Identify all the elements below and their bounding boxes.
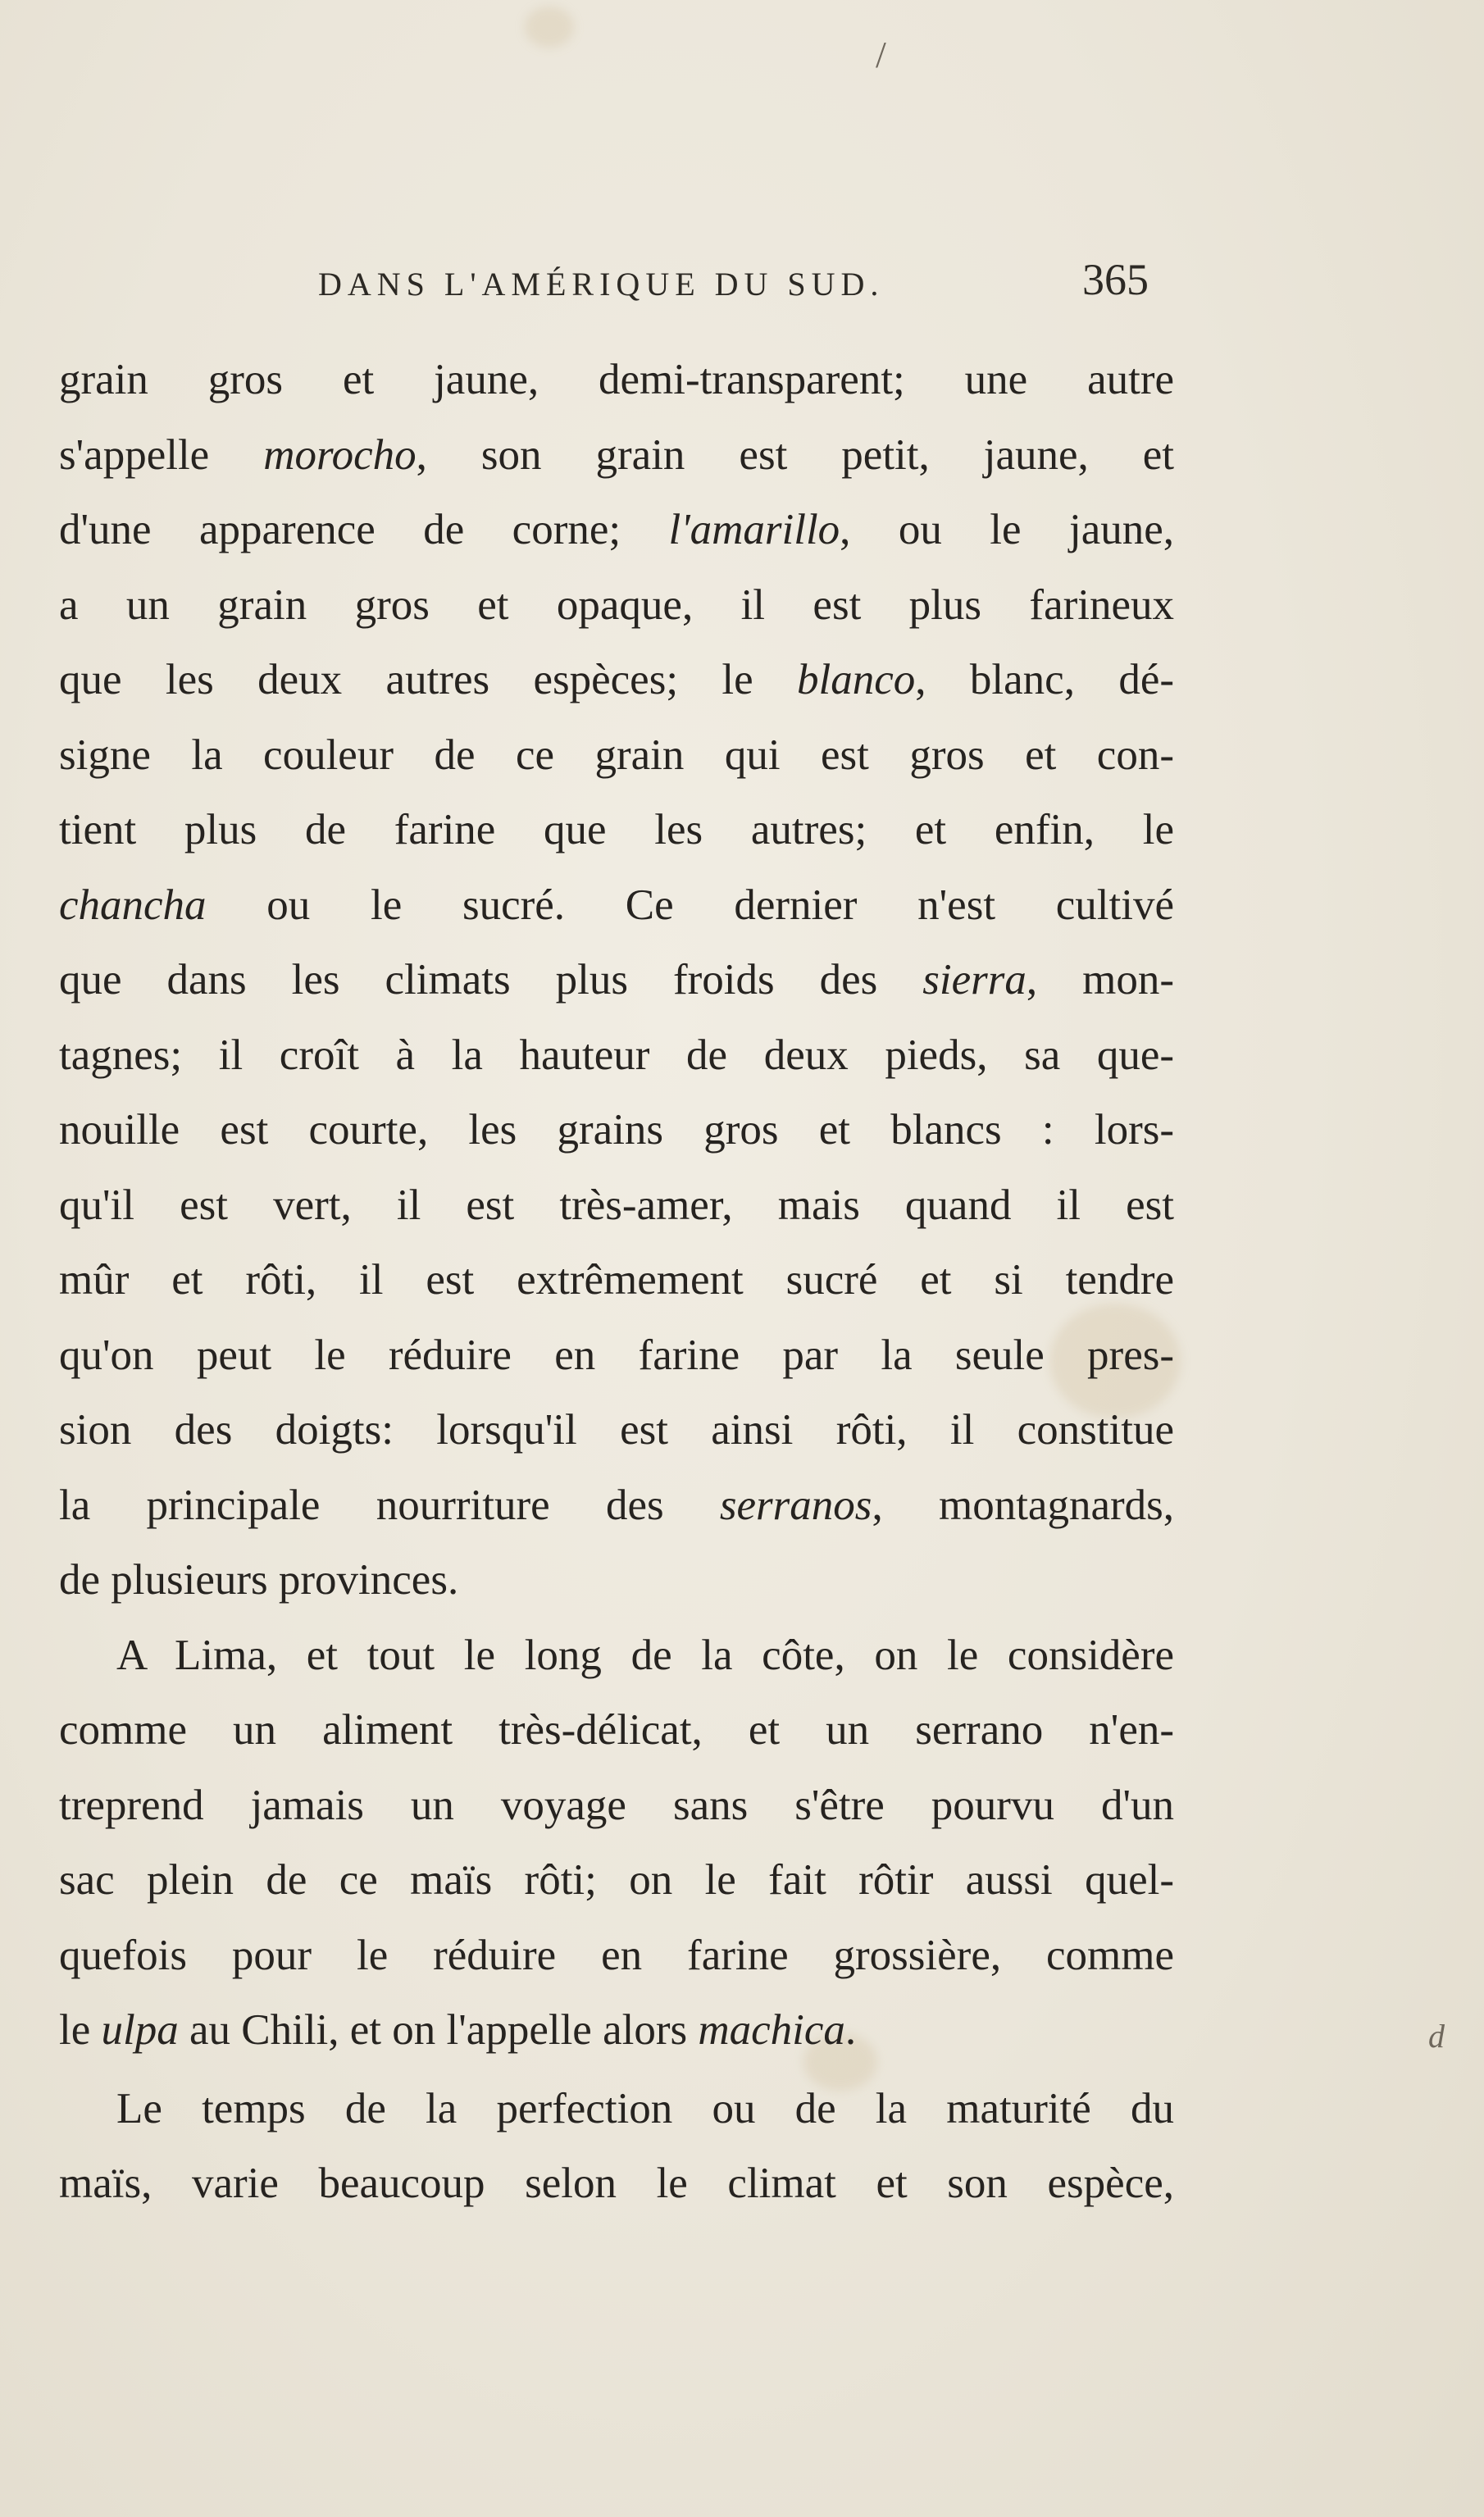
text-line: la principale nourriture des serranos, montagnards, (59, 1481, 1175, 1529)
paragraph-end-line: de plusieurs provinces. (59, 1556, 459, 1604)
text-line: s'appelle morocho, son grain est petit, jaune, et (59, 430, 1175, 479)
paragraph-start-line: A Lima, et tout le long de la côte, on le considère (116, 1631, 1174, 1679)
text-line: a un grain gros et opaque, il est plus farineux (59, 580, 1174, 629)
text-line: d'une apparence de corne; l'amarillo, ou le jaune, (59, 506, 1174, 553)
text-line: grain gros et jaune, demi-transparent; une autre (59, 356, 1174, 403)
page-number: 365 (1082, 255, 1149, 304)
body-text (59, 343, 1174, 2222)
page-header (0, 250, 1484, 316)
text-line: chancha ou le sucré. Ce dernier n'est cultivé (59, 881, 1174, 929)
text-line: mûr et rôti, il est extrêmement sucré et si tendre (59, 1256, 1174, 1304)
text-line: tient plus de farine que les autres; et enfin, le (59, 806, 1174, 853)
text-line: comme un aliment très-délicat, et un serrano n'en- (59, 1706, 1174, 1754)
running-head: DANS L'AMÉRIQUE DU SUD. (318, 266, 885, 303)
text-line: quefois pour le réduire en farine grossière, comme (59, 1931, 1174, 1979)
text-line: nouille est courte, les grains gros et blancs : lors- (59, 1106, 1174, 1154)
paragraph-end-line: le ulpa au Chili, et on l'appelle alors machica. (59, 2006, 857, 2054)
pencil-slash-mark: / (876, 34, 886, 75)
text-line: maïs, varie beaucoup selon le climat et son espèce, (59, 2160, 1174, 2207)
text-line: qu'on peut le réduire en farine par la seule pres- (59, 1331, 1174, 1379)
text-line: signe la couleur de ce grain qui est gros et con- (59, 731, 1174, 779)
text-line: sion des doigts: lorsqu'il est ainsi rôti, il constitue (59, 1406, 1174, 1454)
text-line: que dans les climats plus froids des sierra, mon- (59, 956, 1174, 1004)
text-line: treprend jamais un voyage sans s'être pourvu d'un (59, 1781, 1174, 1829)
paper-stain (525, 7, 574, 48)
paragraph-start-line: Le temps de la perfection ou de la maturité du (116, 2084, 1174, 2132)
text-line: sac plein de ce maïs rôti; on le fait rôtir aussi quel- (59, 1856, 1174, 1904)
text-line: qu'il est vert, il est très-amer, mais quand il est (59, 1181, 1174, 1229)
text-line: que les deux autres espèces; le blanco, blanc, dé- (59, 656, 1174, 703)
margin-annotation-mark: d (1428, 2018, 1445, 2055)
text-line: tagnes; il croît à la hauteur de deux pieds, sa que- (59, 1031, 1174, 1079)
